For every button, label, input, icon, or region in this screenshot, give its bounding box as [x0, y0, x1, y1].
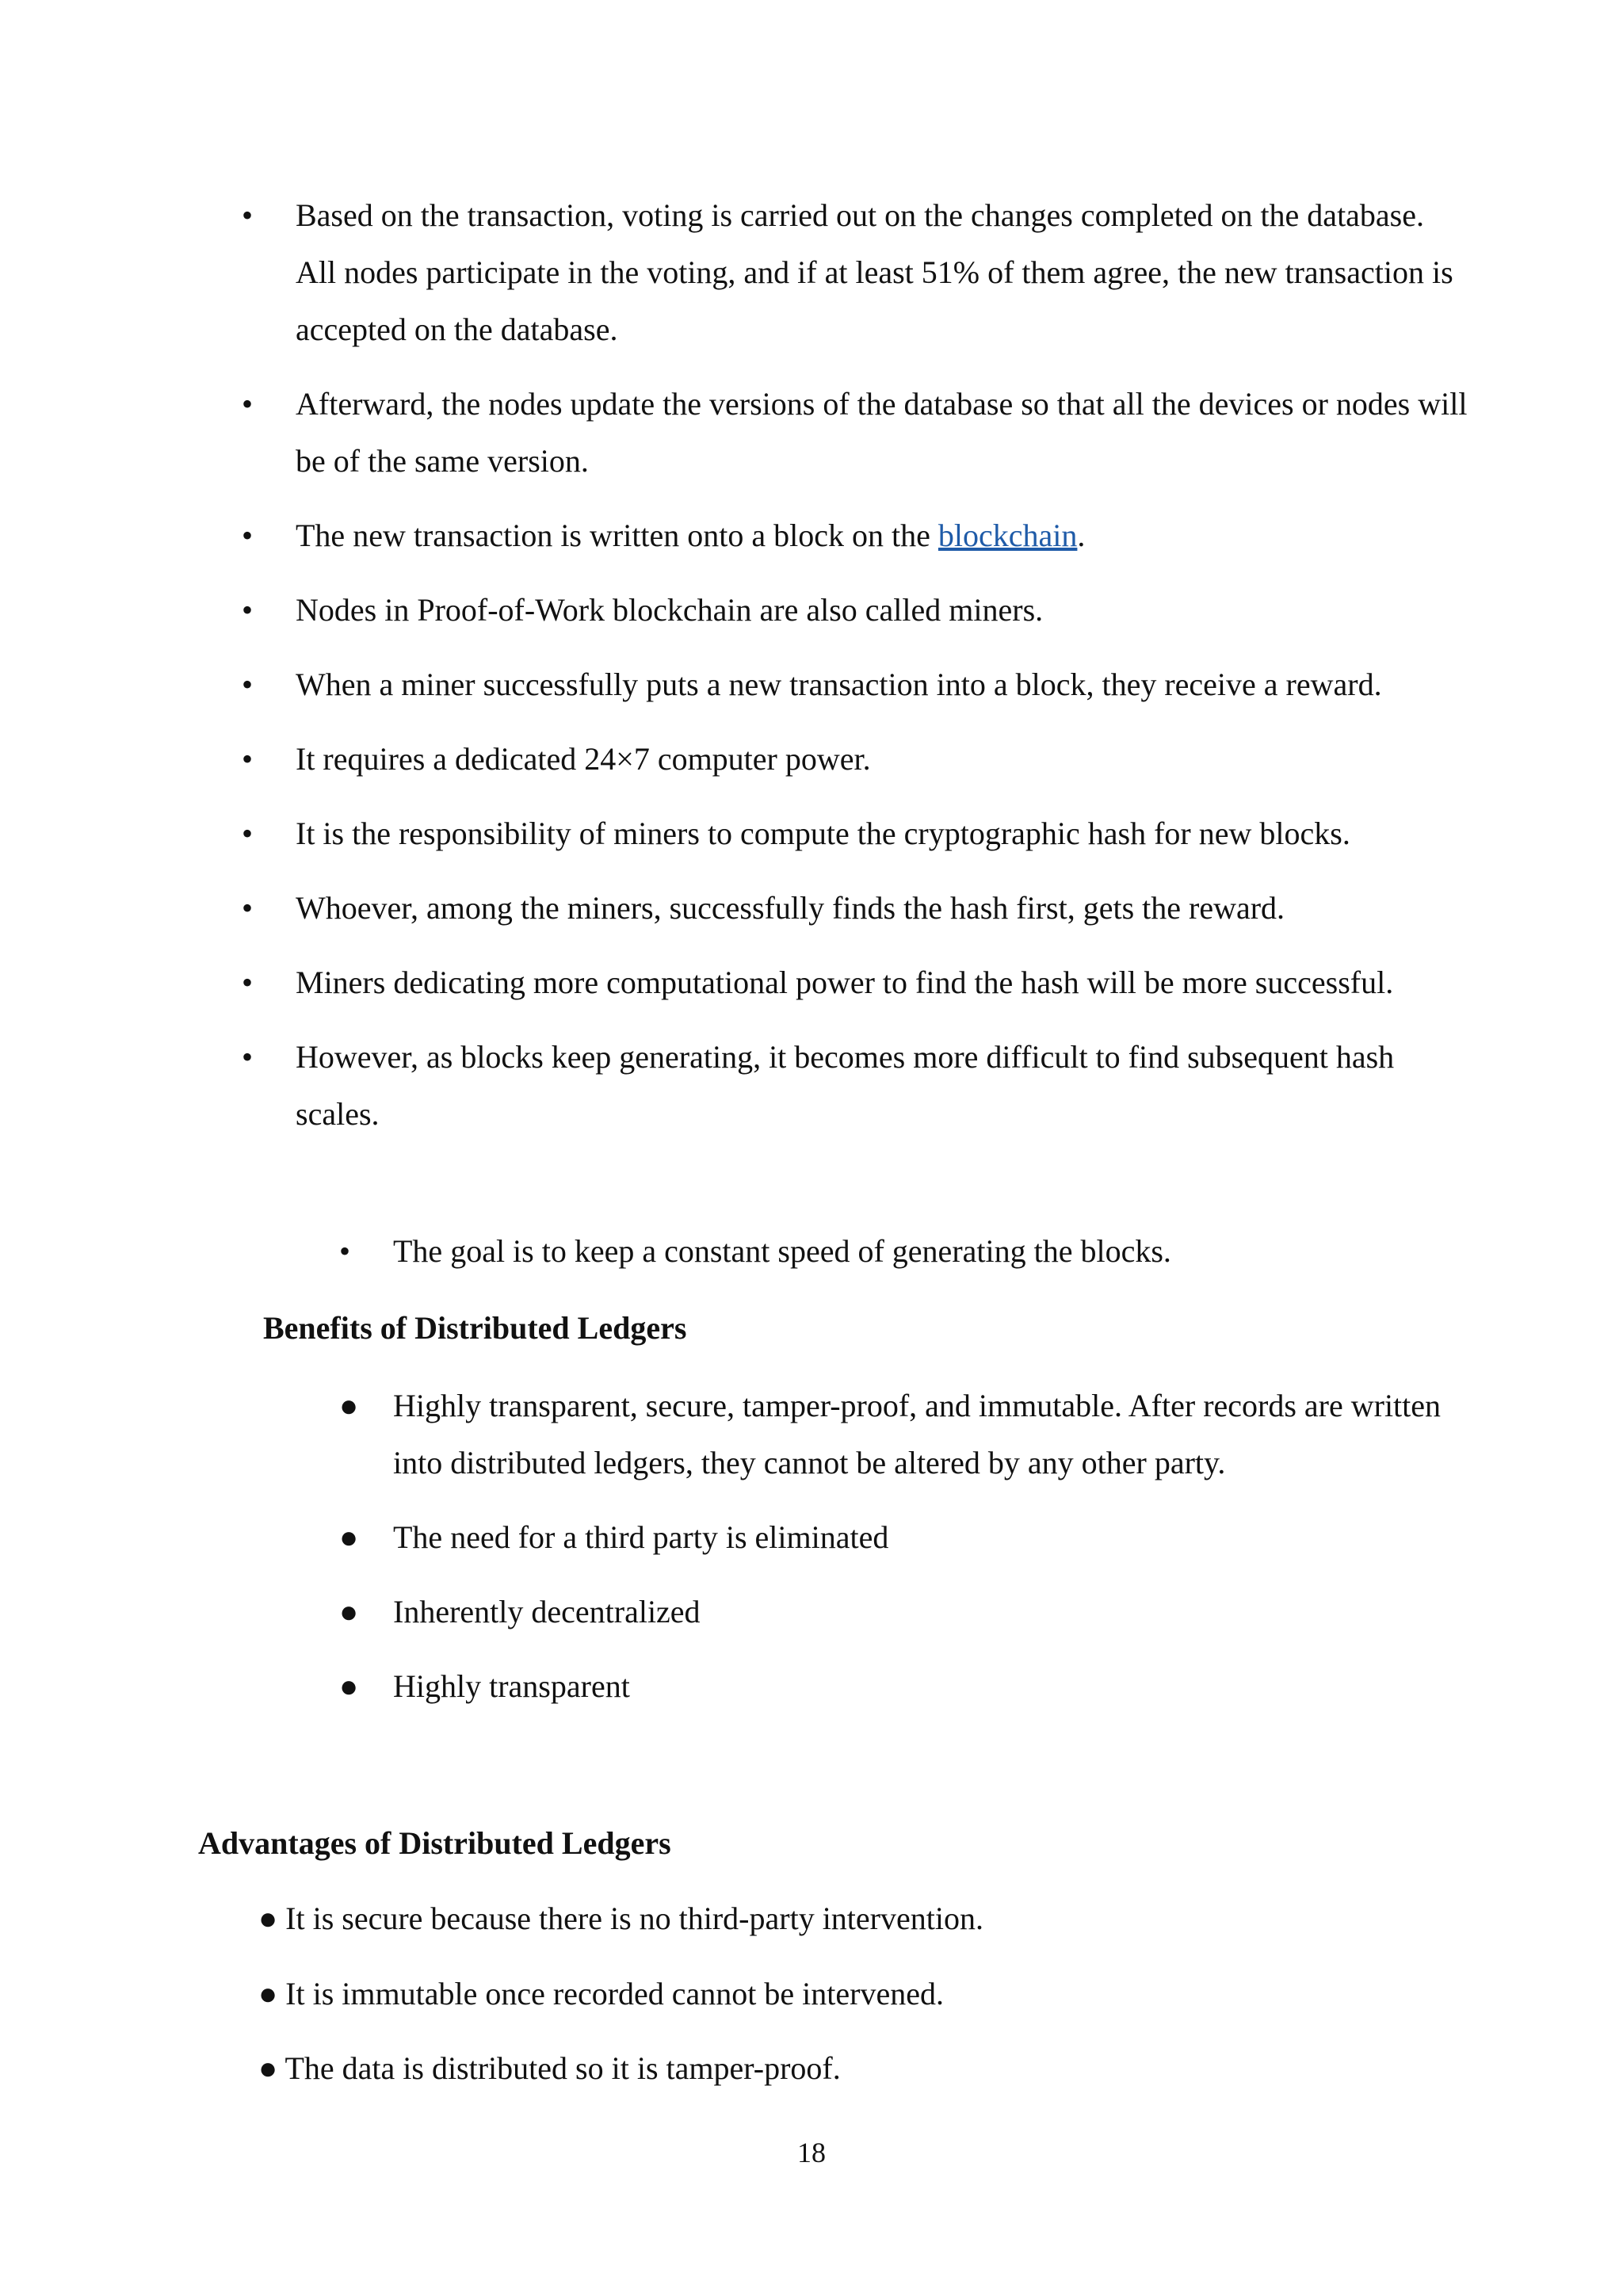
bullet-icon: •: [242, 965, 254, 1000]
list-item-text: It requires a dedicated 24×7 computer power.: [296, 741, 871, 777]
list-item: [242, 656, 1470, 713]
dot-bullet-icon: ●: [339, 1388, 359, 1423]
list-item-text: It is immutable once recorded cannot be intervened.: [285, 1976, 944, 2011]
list-item-text: When a miner successfully puts a new transaction into a block, they receive a reward.: [296, 667, 1382, 702]
list-item-text: It is the responsibility of miners to compute the cryptographic hash for new blocks.: [296, 816, 1350, 851]
list-item-text: The need for a third party is eliminated: [393, 1519, 889, 1555]
dot-bullet-icon: ●: [339, 1668, 359, 1704]
list-item: [339, 1377, 1472, 1492]
bullet-icon: •: [339, 1233, 351, 1269]
list-item-text: The goal is to keep a constant speed of generating the blocks.: [393, 1233, 1171, 1269]
dot-bullet-icon: ●: [339, 1594, 359, 1629]
list-item: [339, 1658, 1472, 1715]
list-item: [242, 376, 1470, 490]
list-item: [242, 582, 1470, 639]
bullet-icon: •: [242, 386, 254, 422]
main-bullet-list: [242, 187, 1470, 1160]
blockchain-link[interactable]: blockchain: [938, 518, 1078, 553]
list-item: [242, 805, 1470, 862]
list-item-text: Miners dedicating more computational power to find the hash will be more successful.: [296, 965, 1394, 1000]
list-item: [242, 507, 1470, 564]
bullet-icon: •: [242, 197, 254, 233]
list-item: [339, 1509, 1472, 1566]
bullet-icon: •: [242, 890, 254, 926]
bullet-icon: •: [242, 816, 254, 851]
bullet-icon: •: [242, 741, 254, 777]
list-item-text: Highly transparent, secure, tamper-proof, and immutable. After records are written into distributed ledgers, they cannot be altered by any other party.: [393, 1388, 1442, 1480]
advantage-item: [258, 2040, 841, 2097]
list-item: [242, 880, 1470, 937]
list-item-text: It is secure because there is no third-party intervention.: [285, 1901, 983, 1936]
page-number: 18: [797, 2137, 826, 2168]
advantages-heading: Advantages of Distributed Ledgers: [198, 1825, 671, 1861]
benefits-heading: Benefits of Distributed Ledgers: [263, 1310, 687, 1346]
list-item-text-end: .: [1077, 518, 1086, 553]
list-item-text: The data is distributed so it is tamper-proof.: [285, 2050, 841, 2086]
list-item-text: Whoever, among the miners, successfully finds the hash first, gets the reward.: [296, 890, 1285, 926]
list-item: [242, 187, 1470, 358]
list-item: [242, 731, 1470, 788]
benefits-list: [339, 1377, 1472, 1733]
bullet-icon: •: [242, 518, 254, 553]
list-item-text: However, as blocks keep generating, it becomes more difficult to find subsequent hash scales.: [296, 1039, 1395, 1132]
list-item-text: Based on the transaction, voting is carried out on the changes completed on the database. All nodes participate in the voting, and if at least 51% of them agree, the new transaction is accepted on the database.: [296, 197, 1453, 347]
dot-bullet-icon: ●: [339, 1519, 359, 1555]
bullet-icon: •: [242, 592, 254, 628]
bullet-icon: •: [242, 1039, 254, 1075]
list-item: [242, 954, 1470, 1011]
list-item-text: The new transaction is written onto a block on the: [296, 518, 938, 553]
list-item-text: Nodes in Proof-of-Work blockchain are also called miners.: [296, 592, 1044, 628]
sub-bullet-list: [339, 1223, 1472, 1297]
dot-bullet-icon: ●: [258, 1901, 278, 1936]
dot-bullet-icon: ●: [258, 2050, 278, 2086]
list-item-text: Inherently decentralized: [393, 1594, 701, 1629]
advantage-item: [258, 1890, 983, 1947]
list-item: [339, 1584, 1472, 1641]
advantage-item: [258, 1966, 944, 2023]
list-item-text: Afterward, the nodes update the versions of the database so that all the devices or nodes will be of the same version.: [296, 386, 1468, 479]
list-item: [339, 1223, 1472, 1280]
list-item-text: Highly transparent: [393, 1668, 630, 1704]
bullet-icon: •: [242, 667, 254, 702]
list-item: [242, 1029, 1470, 1143]
dot-bullet-icon: ●: [258, 1976, 278, 2011]
